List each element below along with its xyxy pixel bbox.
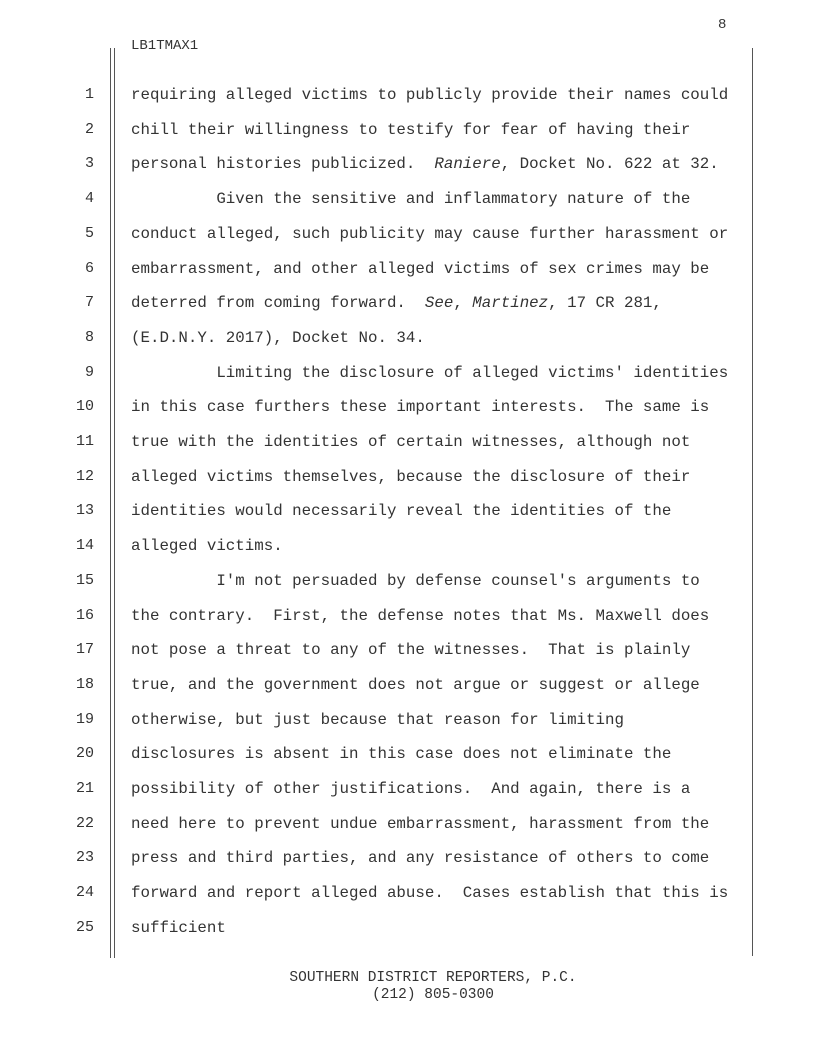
transcript-line <box>131 432 690 452</box>
transcript-line <box>131 120 690 140</box>
line-segment: true with the identities of certain witnesses, although not <box>131 433 691 451</box>
transcript-line <box>131 501 671 521</box>
transcript-line <box>131 293 662 313</box>
line-segment: Given the sensitive and inflammatory nature of the <box>131 190 691 209</box>
transcript-line <box>131 779 690 799</box>
transcript-line <box>131 814 709 834</box>
line-segment: forward and report alleged abuse. Cases establish that this is <box>131 884 729 903</box>
line-number: 1 <box>84 86 94 103</box>
line-segment: identities would necessarily reveal the identities of the <box>131 502 672 521</box>
line-segment: press and third parties, and any resistance of others to come <box>131 849 710 868</box>
line-segment: I'm not persuaded by defense counsel's arguments to <box>131 571 700 590</box>
transcript-line <box>131 536 283 556</box>
line-segment: disclosures is absent in this case does not eliminate the <box>131 745 672 764</box>
line-number: 9 <box>84 363 94 381</box>
line-number: 19 <box>75 710 94 728</box>
left-margin-rule-outer <box>110 48 111 958</box>
line-segment: need here to prevent undue embarrassment, harassment from the <box>131 814 710 833</box>
line-segment: alleged victims. <box>131 537 283 556</box>
line-segment: , 17 CR 281, <box>548 294 662 313</box>
line-segment: conduct alleged, such publicity may cause further harassment or <box>131 224 729 243</box>
transcript-line <box>131 744 671 764</box>
line-segment: alleged victims themselves, because the disclosure of their <box>131 467 691 486</box>
transcript-line <box>131 640 690 660</box>
transcript-line <box>131 224 728 244</box>
footer-phone: (212) 805-0300 <box>372 987 494 1003</box>
line-number: 13 <box>75 502 94 520</box>
transcript-line <box>131 85 728 105</box>
line-number: 12 <box>75 467 94 485</box>
line-segment: in this case furthers these important interests. The same is <box>131 398 710 417</box>
line-segment: otherwise, but just because that reason for limiting <box>131 710 624 729</box>
line-segment: personal histories publicized. <box>131 155 435 174</box>
line-number: 11 <box>75 433 94 450</box>
transcript-line <box>131 328 425 348</box>
transcript-line <box>131 918 226 938</box>
line-segment: not pose a threat to any of the witnesses. That is plainly <box>131 641 691 660</box>
line-number: 8 <box>84 328 94 346</box>
line-segment: the contrary. First, the defense notes that Ms. Maxwell does <box>131 606 710 625</box>
line-number: 24 <box>75 884 94 902</box>
transcript-line <box>131 189 690 209</box>
line-number: 6 <box>84 259 94 277</box>
line-segment: Limiting the disclosure of alleged victims' identities <box>131 363 729 382</box>
transcript-line <box>131 363 728 383</box>
left-margin-rule-inner <box>114 48 115 958</box>
transcript-line <box>131 675 700 695</box>
line-segment: true, and the government does not argue or suggest or allege <box>131 675 700 694</box>
citation-italic: Raniere <box>434 155 501 174</box>
line-segment: chill their willingness to testify for fear of having their <box>131 120 691 139</box>
transcript-line <box>131 467 690 487</box>
line-number: 17 <box>75 641 94 659</box>
line-number: 15 <box>75 571 94 589</box>
transcript-line <box>131 710 624 730</box>
line-number: 21 <box>75 780 94 797</box>
transcript-line <box>131 397 709 417</box>
line-number: 2 <box>84 120 94 138</box>
line-number: 16 <box>75 606 94 624</box>
line-segment: possibility of other justifications. And again, there is a <box>131 780 691 798</box>
line-number: 10 <box>75 398 94 416</box>
line-number: 4 <box>84 190 94 208</box>
transcript-line <box>131 571 700 591</box>
transcript-line <box>131 606 709 626</box>
line-number: 18 <box>75 675 94 693</box>
line-segment: deterred from coming forward. <box>131 294 425 313</box>
line-segment: embarrassment, and other alleged victims of sex crimes may be <box>131 259 710 278</box>
line-number: 14 <box>75 537 94 555</box>
transcript-line <box>131 883 728 903</box>
transcript-line <box>131 848 709 868</box>
transcript-line <box>131 154 719 174</box>
line-segment: (E.D.N.Y. 2017), Docket No. 34. <box>131 328 425 347</box>
line-segment: , <box>453 294 473 313</box>
transcript-line <box>131 259 709 279</box>
line-number: 20 <box>75 745 94 763</box>
line-number: 7 <box>84 294 94 312</box>
line-segment: sufficient <box>131 918 226 937</box>
page-number: 8 <box>718 17 727 33</box>
footer-reporter-name: SOUTHERN DISTRICT REPORTERS, P.C. <box>289 970 577 986</box>
right-margin-rule <box>752 48 753 956</box>
line-number: 3 <box>84 155 94 173</box>
citation-italic: Martinez <box>472 294 549 313</box>
line-segment: , Docket No. 622 at 32. <box>500 155 719 174</box>
line-number: 5 <box>84 224 94 242</box>
line-number: 23 <box>75 849 94 867</box>
line-number: 25 <box>75 918 94 936</box>
line-segment: requiring alleged victims to publicly provide their names could <box>131 86 729 104</box>
citation-italic: See <box>424 294 454 313</box>
line-number: 22 <box>75 814 94 832</box>
transcript-header-id: LB1TMAX1 <box>131 38 199 54</box>
